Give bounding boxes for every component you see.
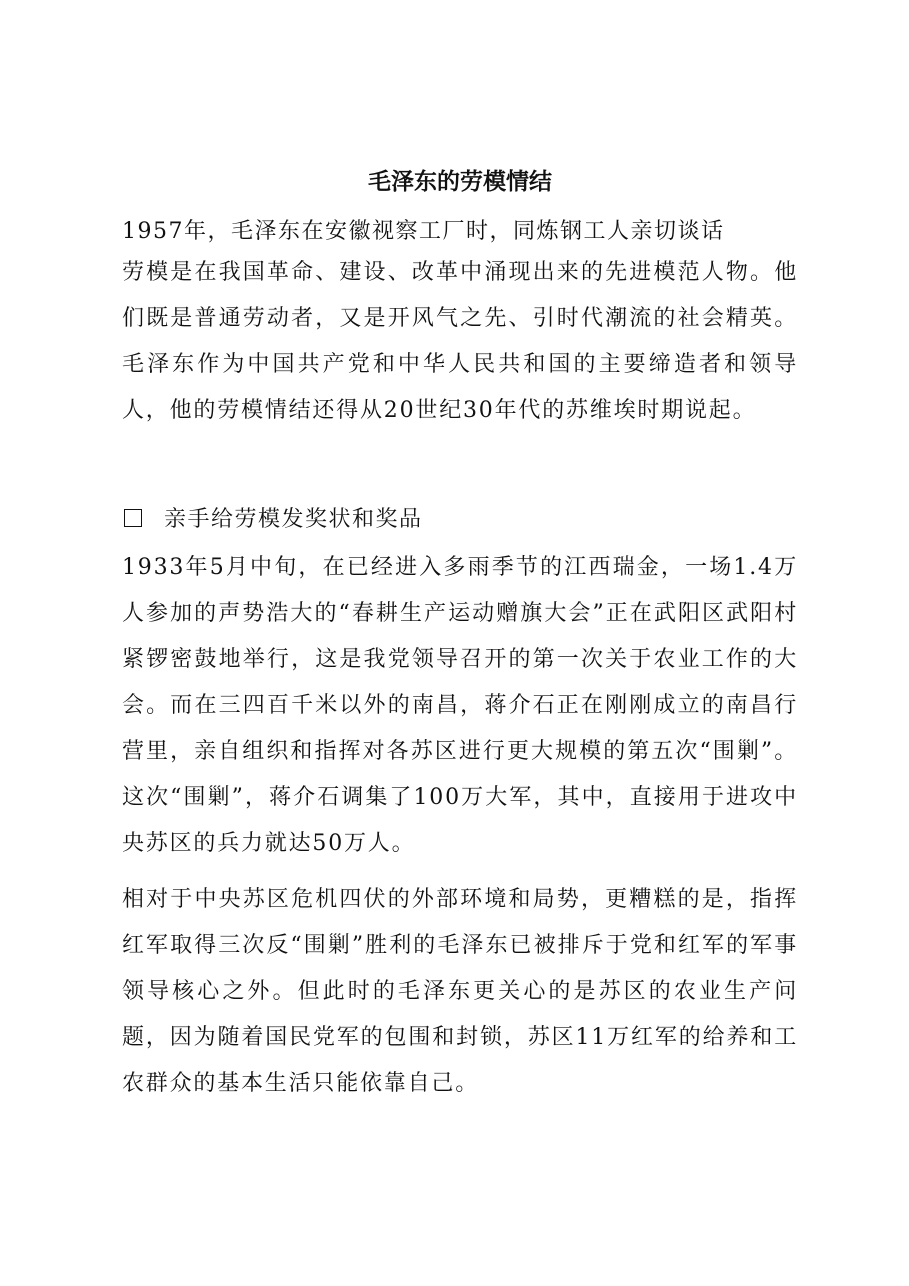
section-heading (122, 497, 798, 543)
section-heading-text: 亲手给劳模发奖状和奖品 (164, 507, 423, 532)
photo-caption: 1957年，毛泽东在安徽视察工厂时，同炼钢工人亲切谈话 (122, 219, 725, 244)
paragraph-context: 相对于中央苏区危机四伏的外部环境和局势，更糟糕的是，指挥红军取得三次反“围剿”胜利的毛泽东已被排斥于党和红军的军事领导核心之外。但此时的毛泽东更关心的是苏区的农业生产问题，因为随着国民党军的包围和封锁，苏区11万红军的给养和工农群众的基本生活只能依靠自己。 (122, 887, 798, 1096)
paragraph-intro: 劳模是在我国革命、建设、改革中涌现出来的先进模范人物。他们既是普通劳动者，又是开风气之先、引时代潮流的社会精英。毛泽东作为中国共产党和中华人民共和国的主要缔造者和领导人，他的劳模情结还得从20世纪30年代的苏维埃时期说起。 (122, 260, 798, 423)
document-title: 毛泽东的劳模情结 (368, 168, 552, 195)
paragraph-1933: 1933年5月中旬，在已经进入多雨季节的江西瑞金，一场1.4万人参加的声势浩大的“春耕生产运动赠旗大会”正在武阳区武阳村紧锣密鼓地举行，这是我党领导召开的第一次关于农业工作的大会。而在三四百千米以外的南昌，蒋介石正在刚刚成立的南昌行营里，亲自组织和指挥对各苏区进行更大规模的第五次“围剿”。这次“围剿”，蒋介石调集了100万大军，其中，直接用于进攻中央苏区的兵力就达50万人。 (122, 555, 798, 856)
checkbox-square-icon (124, 509, 142, 527)
